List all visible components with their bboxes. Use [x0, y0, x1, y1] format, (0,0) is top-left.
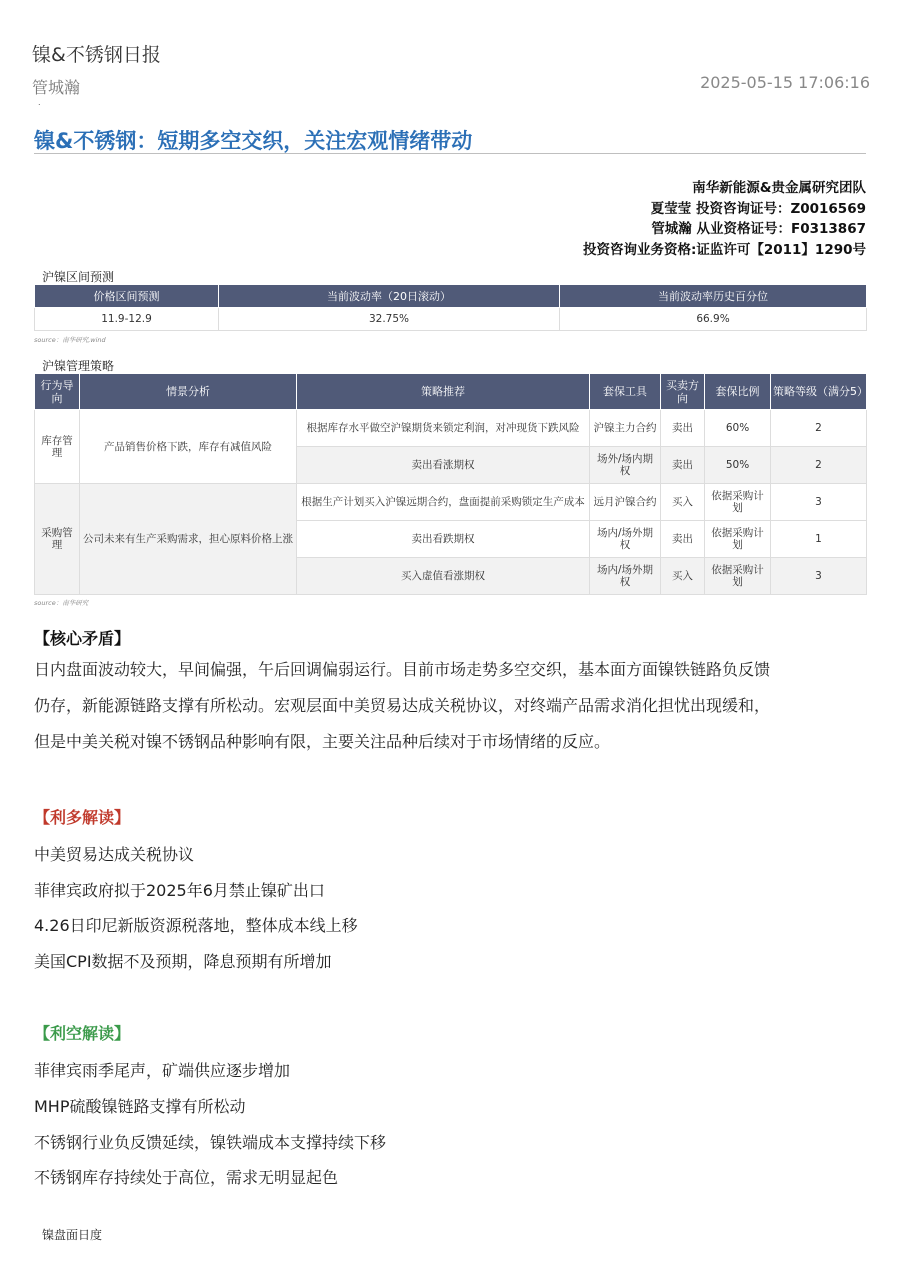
- table1-source: source：南华研究,wind: [34, 336, 106, 344]
- column-header: 策略等级（满分5）: [771, 374, 867, 410]
- bullish-item: 4.26日印尼新版资源税落地，整体成本线上移: [34, 916, 358, 935]
- table-row: [35, 484, 867, 521]
- table-cell: 根据库存水平做空沪镍期货来锁定利润，对冲现货下跌风险: [297, 410, 590, 447]
- price-range-table: [34, 284, 867, 331]
- table-header-row: [35, 285, 867, 308]
- table-cell: 2: [771, 410, 867, 447]
- table2-source: source：南华研究: [34, 599, 89, 607]
- research-team-block: [583, 178, 866, 260]
- license-info: 投资咨询业务资格:证监许可【2011】1290号: [582, 241, 866, 258]
- table-cell: 依据采购计划: [705, 484, 771, 521]
- table-cell: 卖出: [661, 447, 705, 484]
- column-header: 策略推荐: [297, 374, 590, 410]
- analyst-2-credential: 管城瀚 从业资格证号：F0313867: [651, 221, 866, 237]
- table-cell: 卖出看跌期权: [297, 521, 590, 558]
- document-title: 镍&不锈钢日报: [32, 44, 161, 66]
- table-cell: 卖出看涨期权: [297, 447, 590, 484]
- core-line-2: 仍存，新能源链路支撑有所松动。宏观层面中美贸易达成关税协议，对终端产品需求消化担忧出现缓和，: [34, 696, 771, 715]
- bullish-heading: 【利多解读】: [34, 808, 131, 827]
- bullish-item: 美国CPI数据不及预期，降息预期有所增加: [34, 952, 332, 971]
- table-cell: 沪镍主力合约: [590, 410, 661, 447]
- table-cell: 场外/场内期权: [590, 447, 661, 484]
- table-cell: 卖出: [661, 521, 705, 558]
- bullish-item: 中美贸易达成关税协议: [34, 845, 195, 864]
- core-heading: 【核心矛盾】: [34, 629, 131, 648]
- scenario-cell: 产品销售价格下跌，库存有减值风险: [80, 410, 297, 484]
- table-cell: 60%: [705, 410, 771, 447]
- column-header: 当前波动率历史百分位: [560, 285, 867, 308]
- bearish-item: 菲律宾雨季尾声，矿端供应逐步增加: [34, 1061, 291, 1080]
- table-cell: 11.9-12.9: [35, 308, 219, 331]
- table-row: [35, 410, 867, 447]
- bearish-heading: 【利空解读】: [34, 1024, 131, 1043]
- column-header: 套保比例: [705, 374, 771, 410]
- scenario-cell: 公司未来有生产采购需求，担心原料价格上涨: [80, 484, 297, 595]
- table-cell: 1: [771, 521, 867, 558]
- column-header: 套保工具: [590, 374, 661, 410]
- table-cell: 场内/场外期权: [590, 558, 661, 595]
- table-cell: 依据采购计划: [705, 521, 771, 558]
- column-header: 买卖方向: [661, 374, 705, 410]
- analyst-1-credential: 夏莹莹 投资咨询证号：Z0016569: [650, 200, 866, 217]
- table1-title: 沪镍区间预测: [42, 270, 115, 284]
- author-name: 管城瀚: [32, 78, 81, 97]
- table-cell: 3: [771, 484, 867, 521]
- core-line-1: 日内盘面波动较大，早间偏强，午后回调偏弱运行。目前市场走势多空交织，基本面方面镍铁链路负反馈: [34, 660, 771, 679]
- headline-divider: [34, 153, 866, 154]
- table-cell: 场内/场外期权: [590, 521, 661, 558]
- table-cell: 买入虚值看涨期权: [297, 558, 590, 595]
- core-paragraph: [34, 652, 869, 760]
- column-header: 情景分析: [80, 374, 297, 410]
- table-cell: 远月沪镍合约: [590, 484, 661, 521]
- column-header: 价格区间预测: [35, 285, 219, 308]
- table-cell: 2: [771, 447, 867, 484]
- bullish-item: 菲律宾政府拟于2025年6月禁止镍矿出口: [34, 881, 325, 900]
- bearish-item: 不锈钢库存持续处于高位，需求无明显起色: [34, 1168, 339, 1187]
- dot-mark: .: [38, 98, 41, 107]
- team-name: 南华新能源&贵金属研究团队: [692, 180, 866, 196]
- hedging-strategy-table: [34, 373, 867, 595]
- column-header: 行为导向: [35, 374, 80, 410]
- table-cell: 32.75%: [219, 308, 560, 331]
- table-row: [35, 308, 867, 331]
- bearish-item: 不锈钢行业负反馈延续，镍铁端成本支撑持续下移: [34, 1133, 387, 1152]
- table-cell: 根据生产计划买入沪镍远期合约，盘面提前采购锁定生产成本: [297, 484, 590, 521]
- headline: 镍&不锈钢：短期多空交织，关注宏观情绪带动: [34, 129, 473, 153]
- footer-chart-label: 镍盘面日度: [42, 1228, 103, 1242]
- core-line-3: 但是中美关税对镍不锈钢品种影响有限，主要关注品种后续对于市场情绪的反应。: [34, 732, 611, 751]
- table-cell: 50%: [705, 447, 771, 484]
- column-header: 当前波动率（20日滚动）: [219, 285, 560, 308]
- table-cell: 买入: [661, 484, 705, 521]
- direction-cell: 库存管理: [35, 410, 80, 484]
- table2-title: 沪镍管理策略: [42, 359, 115, 373]
- table-cell: 3: [771, 558, 867, 595]
- table-cell: 卖出: [661, 410, 705, 447]
- table-cell: 买入: [661, 558, 705, 595]
- table-header-row: [35, 374, 867, 410]
- direction-cell: 采购管理: [35, 484, 80, 595]
- publish-timestamp: 2025-05-15 17:06:16: [700, 73, 870, 92]
- bearish-item: MHP硫酸镍链路支撑有所松动: [34, 1097, 246, 1116]
- table-cell: 66.9%: [560, 308, 867, 331]
- table-cell: 依据采购计划: [705, 558, 771, 595]
